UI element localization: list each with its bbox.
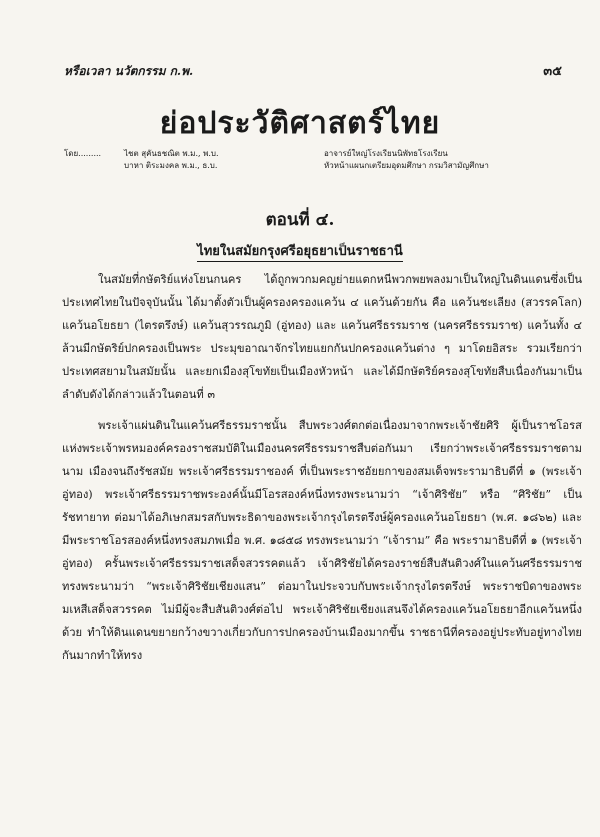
paragraph: พระเจ้าแผ่นดินในแคว้นศรีธรรมราชนั้น สืบพระวงศ์ตกต่อเนื่องมาจากพระเจ้าชัยศิริ ผู้เป็นราชโอรสแห่งพระเจ้าพรหมองค์ครองราชสมบัติในเมืองนครศรีธรรมราชสืบต่อกันมา เรียกว่าพระเจ้าศรีธรรมราชตามนาม เมืองจนถึงรัชสมัย พระเจ้าศรีธรรมราชองค์ ที่เป็นพระราชอัยยกาของสมเด็จพระรามาธิบดีที่ ๑ (พระเจ้าอู่ทอง) พระเจ้าศรีธรรมราชพระองค์นั้นมีโอรสองค์หนึ่งทรงพระนามว่า “เจ้าศิริชัย” หรือ “ศิริชัย” เป็นรัชทายาท ต่อมาได้อภิเษกสมรสกับพระธิดาของพระเจ้ากรุงไตรตรึงษ์ผู้ครองแคว้นอโยธยา (พ.ศ. ๑๘๖๒) และมีพระราชโอรสองค์หนึ่งทรงสมภพเมื่อ พ.ศ. ๑๘๕๘ ทรงพระนามว่า “เจ้าราม” คือ พระรามาธิบดีที่ ๑ (พระเจ้าอู่ทอง) ครั้นพระเจ้าศรีธรรมราชเสด็จสวรรคตแล้ว เจ้าศิริชัยได้ครองราชย์สืบสันติวงศ์ในแคว้นศรีธรรมราช ทรงพระนามว่า “พระเจ้าศิริชัยเชียงแสน” ต่อมาในประจวบกับพระเจ้ากรุงไตรตรึงษ์ พระราชบิดาของพระมเหสีเสด็จสวรรคต ไม่มีผู้จะสืบสันติวงศ์ต่อไป พระเจ้าศิริชัยเชียงแสนจึงได้ครองแคว้นอโยธยาอีกแคว้นหนึ่งด้วย ทำให้ดินแดนขยายกว้างขวางเกี่ยวกับการปกครองบ้านเมืองมากขึ้น ราชธานีที่ครองอยู่ประทับอยู่ทางไทยกันมากทำให้ทรง: [62, 419, 582, 662]
episode-heading: ตอนที่ ๔.: [265, 210, 335, 230]
author-name: บาหา ติระมงคล พ.ม., ธ.บ.: [124, 161, 218, 170]
article-title: ย่อประวัติศาสตร์ไทย: [159, 106, 441, 141]
paragraph: ในสมัยที่กษัตริย์แห่งโยนกนคร ได้ถูกพวกมคญย่ายแตกหนีพวกพยพลงมาเป็นใหญ่ในดินแดนซึ่งเป็นประเทศไทยในปัจจุบันนั้น ได้มาตั้งตัวเป็นผู้ครองครองแคว้น ๔ แคว้นด้วยกัน คือ แคว้นชะเลียง (สวรรคโลก) แคว้นอโยธยา (ไตรตรึงษ์) แคว้นสุวรรณภูมิ (อู่ทอง) และ แคว้นศรีธรรมราช (นครศรีธรรมราช) แคว้นทั้ง ๔ ล้วนมีกษัตริย์ปกครองเป็นพระ ประมุขอาณาจักรไทยแยกกันปกครองแคว้นต่าง ๆ มาโดยอิสระ รวมเรียกว่าประเทศสยามในสมัยนั้น และยกเมืองสุโขทัยเป็นเมืองหัวหน้า และได้มีกษัตริย์ครองสุโขทัยสืบเนื่องกันมาเป็นลำดับดังได้กล่าวแล้วในตอนที่ ๓: [62, 273, 582, 401]
author-position: หัวหน้าแผนกเตรียมอุดมศึกษา กรมวิสามัญศึกษา: [324, 161, 489, 170]
author-name: ไชต สุคันธชณิต พ.ม., พ.บ.: [124, 149, 219, 158]
author-label: โดย.........: [64, 149, 102, 158]
section-heading: [0, 240, 600, 261]
page-number: ๓๕: [543, 64, 562, 79]
author-block: [64, 148, 570, 172]
running-header: [64, 60, 562, 81]
author-positions: [324, 148, 570, 172]
header-text: หรือเวลา นวัตกรรม ก.พ.: [64, 64, 194, 78]
author-names: [124, 148, 324, 172]
author-position: อาจารย์ใหญ่โรงเรียนนิพัทธโรงเรียน: [324, 149, 448, 158]
section-heading-text: ไทยในสมัยกรุงศรีอยุธยาเป็นราชธานี: [197, 244, 403, 262]
body-text: [62, 268, 582, 675]
